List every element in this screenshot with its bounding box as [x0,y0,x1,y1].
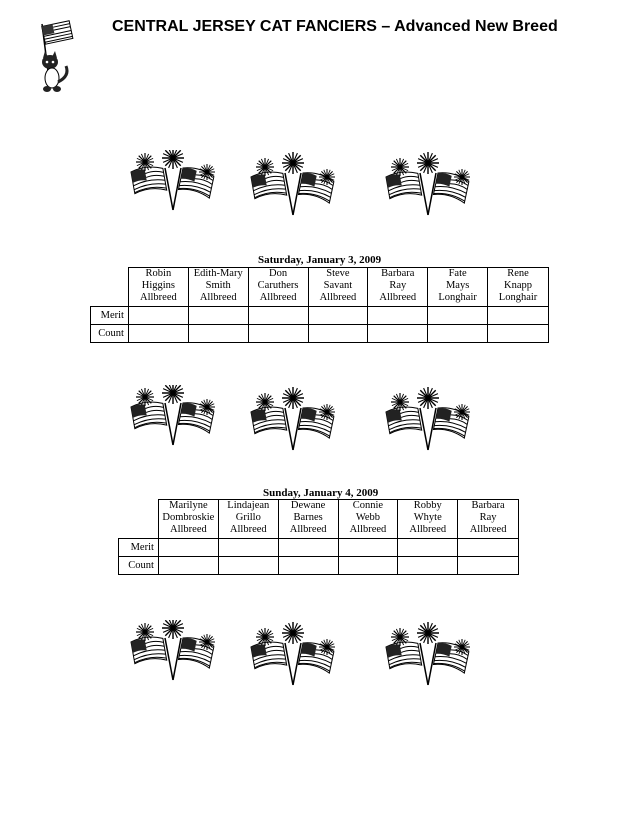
sunday-caption: Sunday, January 4, 2009 [263,487,379,499]
table-cell[interactable] [428,307,488,325]
judge-header: Barbara Ray Allbreed [458,500,519,539]
judge-header-row [119,500,519,539]
judge-header: Edith-Mary Smith Allbreed [188,268,248,307]
table-cell[interactable] [248,307,308,325]
table-cell[interactable] [158,539,218,557]
judge-header: Don Caruthers Allbreed [248,268,308,307]
judge-header: Dewane Barnes Allbreed [278,500,338,539]
fireworks-flags-banner [125,385,515,455]
table-row [119,539,519,557]
judge-header: Robin Higgins Allbreed [128,268,188,307]
table-cell[interactable] [158,557,218,575]
table-cell[interactable] [458,539,519,557]
table-cell[interactable] [338,557,398,575]
sunday-judges-table [118,499,519,575]
table-cell[interactable] [398,539,458,557]
row-label: Merit [91,307,129,325]
table-cell[interactable] [128,325,188,343]
table-cell[interactable] [218,557,278,575]
judge-header: Steve Savant Allbreed [308,268,368,307]
judge-header: Connie Webb Allbreed [338,500,398,539]
table-cell[interactable] [278,557,338,575]
table-cell[interactable] [188,307,248,325]
saturday-caption: Saturday, January 3, 2009 [258,254,382,266]
table-cell[interactable] [338,539,398,557]
table-cell[interactable] [488,325,549,343]
judge-header: Marilyne Dombroskie Allbreed [158,500,218,539]
table-cell[interactable] [488,307,549,325]
table-cell[interactable] [218,539,278,557]
table-cell[interactable] [308,325,368,343]
table-cell[interactable] [248,325,308,343]
judge-header: Rene Knapp Longhair [488,268,549,307]
row-label: Count [119,557,159,575]
judge-header: Robby Whyte Allbreed [398,500,458,539]
table-cell[interactable] [188,325,248,343]
table-cell[interactable] [128,307,188,325]
row-label: Merit [119,539,159,557]
table-cell[interactable] [308,307,368,325]
judge-header: Barbara Ray Allbreed [368,268,428,307]
row-label: Count [91,325,129,343]
table-cell[interactable] [428,325,488,343]
table-row [91,325,549,343]
table-cell[interactable] [368,307,428,325]
saturday-judges-table [90,267,549,343]
table-cell[interactable] [398,557,458,575]
table-cell[interactable] [278,539,338,557]
table-row [119,557,519,575]
judge-header: Lindajean Grillo Allbreed [218,500,278,539]
table-cell[interactable] [458,557,519,575]
cat-with-flag-icon [30,16,80,96]
judge-header: Fate Mays Longhair [428,268,488,307]
fireworks-flags-banner [125,150,515,220]
fireworks-flags-banner [125,620,515,690]
table-cell[interactable] [368,325,428,343]
table-row [91,307,549,325]
judge-header-row [91,268,549,307]
page-title: CENTRAL JERSEY CAT FANCIERS – Advanced New Breed [112,18,558,35]
